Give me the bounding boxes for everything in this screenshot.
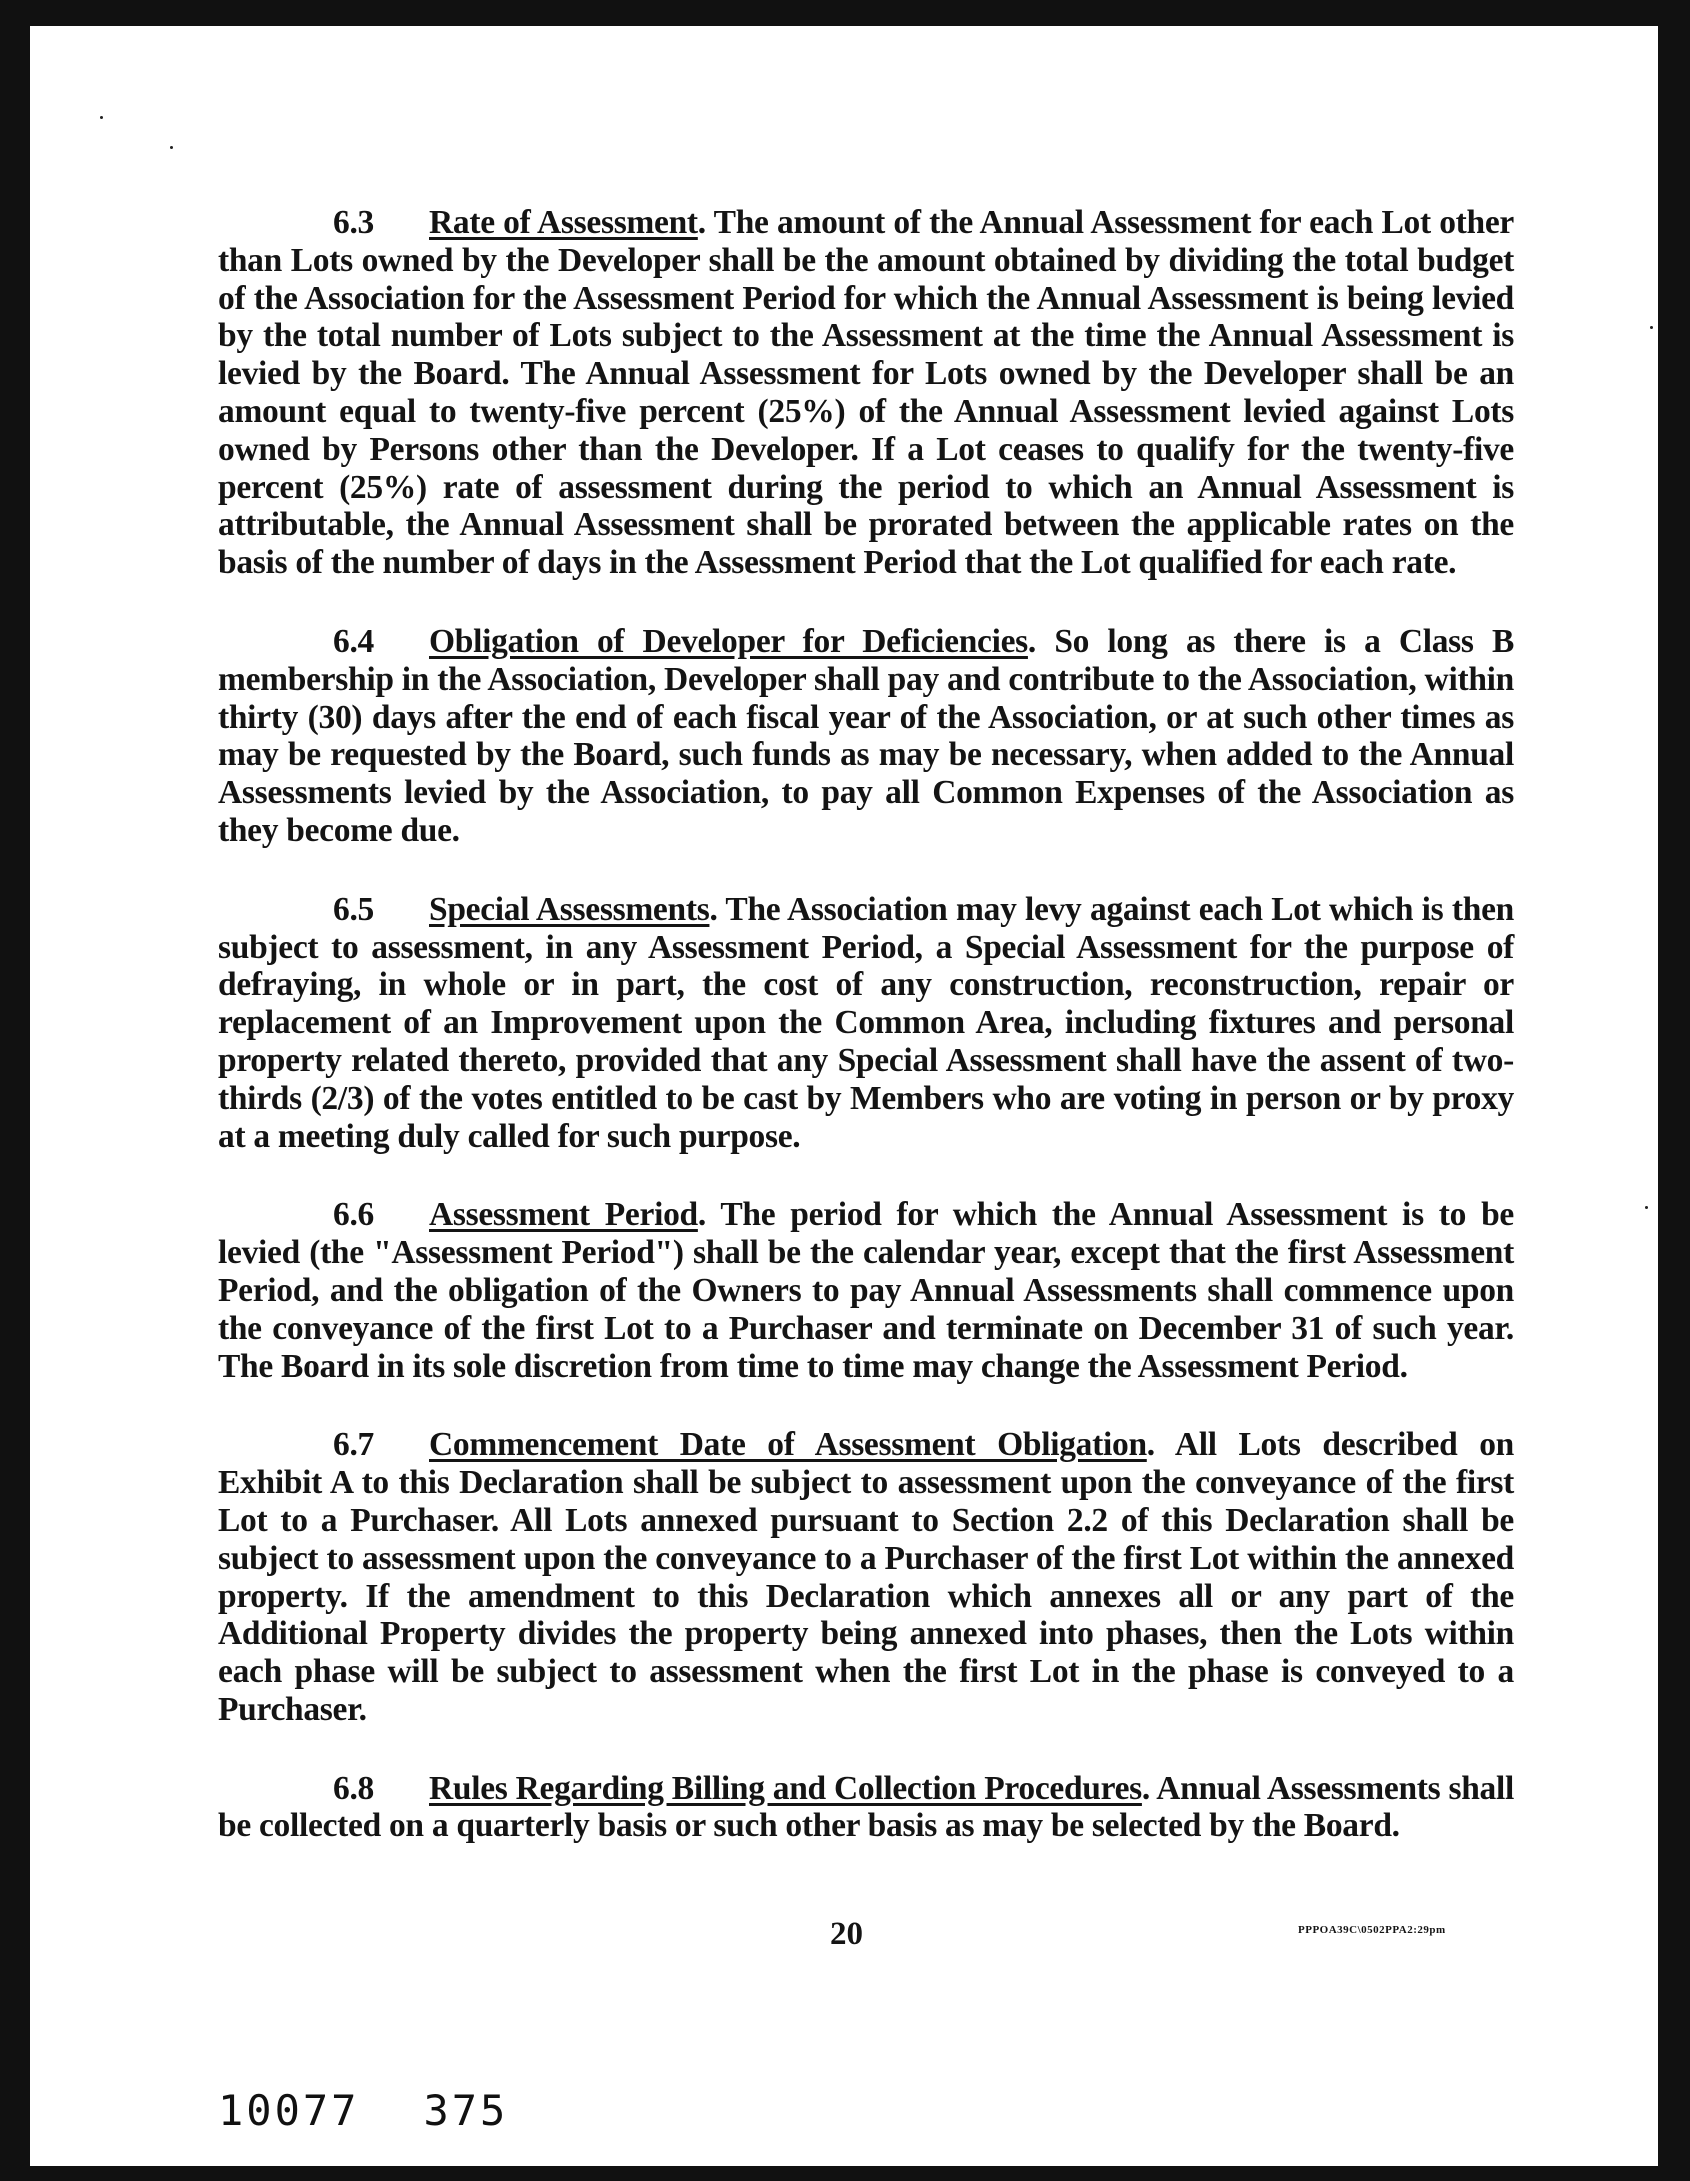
- document-page: [30, 26, 1658, 2166]
- scan-speck: [1650, 326, 1653, 329]
- scan-speck: [1645, 1206, 1648, 1209]
- section-body: All Lots described on Exhibit A to this Declaration shall be subject to assessment upon the conveyance of the first Lot to a Purchaser. All Lots annexed pursuant to Section 2.2 of this Declaration shall be subject to assessment upon the conveyance to a Purchaser of the first Lot within the annexed property. If the amendment to this Declaration which annexes all or any part of the Additional Property divides the property being annexed into phases, then the Lots within each phase will be subject to assessment when the first Lot in the phase is conveyed to a Purchaser.: [218, 1426, 1514, 1728]
- section-6-6: 6.6 Assessment Period. The period for which the Annual Assessment is to be levied (the "Assessment Period") shall be the calendar year, except that the first Assessment Period, and the obligation of the Owners to pay Annual Assessments shall commence upon the conveyance of the first Lot to a Purchaser and terminate on December 31 of such year. The Board in its sole discretion from time to time may change the Assessment Period.: [218, 1196, 1514, 1385]
- section-title: Obligation of Developer for Deficiencies: [429, 622, 1028, 660]
- section-number: 6.8: [333, 1769, 374, 1807]
- section-number: 6.4: [333, 622, 374, 660]
- section-body: So long as there is a Class B membership in the Association, Developer shall pay and contribute to the Association, within thirty (30) days after the end of each fiscal year of the Association, or at such other times as may be requested by the Board, such funds as may be necessary, when added to the Annual Assessments levied by the Association, to pay all Common Expenses of the Association as they become due.: [218, 622, 1514, 849]
- section-6-8: 6.8 Rules Regarding Billing and Collection Procedures. Annual Assessments shall be collected on a quarterly basis or such other basis as may be selected by the Board.: [218, 1769, 1515, 1845]
- scan-speck: [170, 146, 173, 149]
- section-title: Rate of Assessment: [429, 204, 698, 241]
- recording-stamp: [218, 2086, 508, 2135]
- section-number: 6.5: [333, 890, 374, 928]
- section-number: 6.6: [333, 1196, 374, 1234]
- section-6-7: 6.7 Commencement Date of Assessment Obligation. All Lots described on Exhibit A to this Declaration shall be subject to assessment upon the conveyance of the first Lot to a Purchaser. All Lots annexed pursuant to Section 2.2 of this Declaration shall be subject to assessment upon the conveyance to a Purchaser of the first Lot within the annexed property. If the amendment to this Declaration which annexes all or any part of the Additional Property divides the property being annexed into phases, then the Lots within each phase will be subject to assessment when the first Lot in the phase is conveyed to a Purchaser.: [218, 1426, 1514, 1728]
- book-number: 10077: [218, 2086, 360, 2135]
- section-number: 6.7: [333, 1426, 374, 1464]
- scan-speck: [100, 116, 103, 119]
- document-code: PPPOA39C\0502PPA2:29pm: [1298, 1924, 1446, 1936]
- section-number: 6.3: [333, 204, 374, 241]
- page-number: 20: [830, 1916, 863, 1952]
- section-title: Assessment Period: [429, 1196, 698, 1234]
- section-title: Rules Regarding Billing and Collection Procedures: [429, 1769, 1142, 1807]
- section-body: Annual Assessments shall be collected on a quarterly basis or such other basis as may be selected by the Board.: [218, 1769, 1515, 1845]
- section-title: Commencement Date of Assessment Obligation: [429, 1426, 1147, 1464]
- section-6-3: 6.3 Rate of Assessment. The amount of the Annual Assessment for each Lot other than Lots owned by the Developer shall be the amount obtained by dividing the total budget of the Association for the Assessment Period for which the Annual Assessment is being levied by the total number of Lots subject to the Assessment at the time the Annual Assessment is levied by the Board. The Annual Assessment for Lots owned by the Developer shall be an amount equal to twenty-five percent (25%) of the Annual Assessment levied against Lots owned by Persons other than the Developer. If a Lot ceases to qualify for the twenty-five percent (25%) rate of assessment during the period to which an Annual Assessment is attributable, the Annual Assessment shall be prorated between the applicable rates on the basis of the number of days in the Assessment Period that the Lot qualified for each rate.: [218, 204, 1515, 582]
- book-page-number: 375: [423, 2086, 509, 2135]
- document-body: [218, 204, 1514, 1886]
- section-body: The Association may levy against each Lot which is then subject to assessment, in any Assessment Period, a Special Assessment for the purpose of defraying, in whole or in part, the cost of any construction, reconstruction, repair or replacement of an Improvement upon the Common Area, including fixtures and personal property related thereto, provided that any Special Assessment shall have the assent of two-thirds (2/3) of the votes entitled to be cast by Members who are voting in person or by proxy at a meeting duly called for such purpose.: [218, 890, 1515, 1155]
- section-body: The amount of the Annual Assessment for each Lot other than Lots owned by the Developer shall be the amount obtained by dividing the total budget of the Association for the Assessment Period for which the Annual Assessment is being levied by the total number of Lots subject to the Assessment at the time the Annual Assessment is levied by the Board. The Annual Assessment for Lots owned by the Developer shall be an amount equal to twenty-five percent (25%) of the Annual Assessment levied against Lots owned by Persons other than the Developer. If a Lot ceases to qualify for the twenty-five percent (25%) rate of assessment during the period to which an Annual Assessment is attributable, the Annual Assessment shall be prorated between the applicable rates on the basis of the number of days in the Assessment Period that the Lot qualified for each rate.: [218, 204, 1515, 582]
- section-body: The period for which the Annual Assessment is to be levied (the "Assessment Period") shall be the calendar year, except that the first Assessment Period, and the obligation of the Owners to pay Annual Assessments shall commence upon the conveyance of the first Lot to a Purchaser and terminate on December 31 of such year. The Board in its sole discretion from time to time may change the Assessment Period.: [218, 1196, 1514, 1385]
- section-title: Special Assessments: [429, 890, 710, 928]
- section-6-5: 6.5 Special Assessments. The Association may levy against each Lot which is then subject to assessment, in any Assessment Period, a Special Assessment for the purpose of defraying, in whole or in part, the cost of any construction, reconstruction, repair or replacement of an Improvement upon the Common Area, including fixtures and personal property related thereto, provided that any Special Assessment shall have the assent of two-thirds (2/3) of the votes entitled to be cast by Members who are voting in person or by proxy at a meeting duly called for such purpose.: [218, 890, 1515, 1155]
- section-6-4: 6.4 Obligation of Developer for Deficiencies. So long as there is a Class B membership in the Association, Developer shall pay and contribute to the Association, within thirty (30) days after the end of each fiscal year of the Association, or at such other times as may be requested by the Board, such funds as may be necessary, when added to the Annual Assessments levied by the Association, to pay all Common Expenses of the Association as they become due.: [218, 622, 1514, 849]
